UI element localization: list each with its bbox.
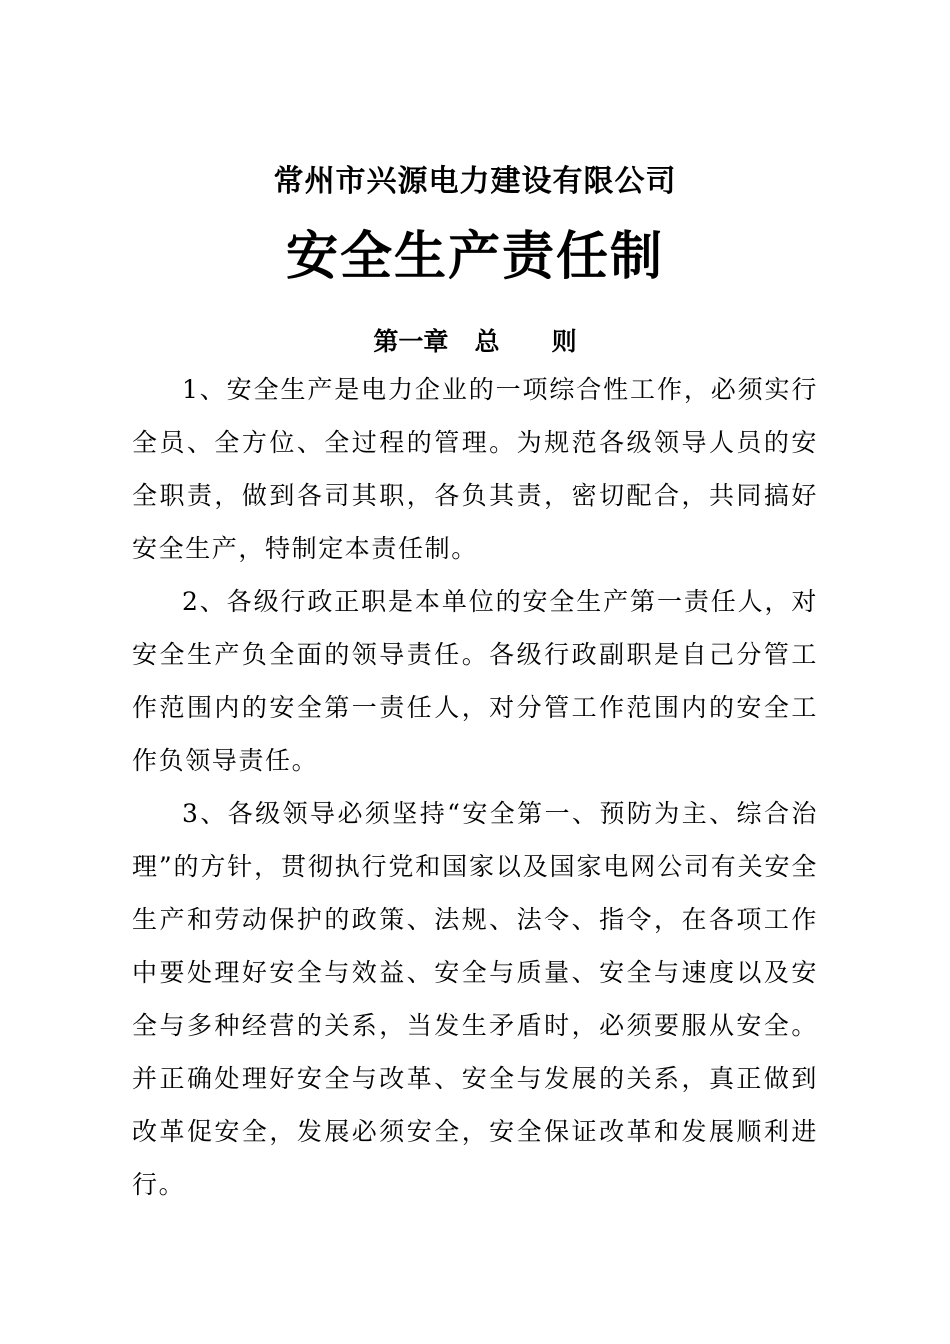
paragraph-1: 1、安全生产是电力企业的一项综合性工作，必须实行全员、全方位、全过程的管理。为规范各级领导人员的安全职责，做到各司其职，各负其责，密切配合，共同搞好安全生产，特制定本责任制。: [132, 375, 818, 563]
document-body: [132, 363, 818, 1211]
document-title: 安全生产责任制: [285, 227, 664, 287]
company-name: 常州市兴源电力建设有限公司: [273, 164, 677, 199]
paragraph-2: 2、各级行政正职是本单位的安全生产第一责任人，对安全生产负全面的领导责任。各级行政副职是自己分管工作范围内的安全第一责任人，对分管工作范围内的安全工作负领导责任。: [132, 587, 818, 775]
chapter-heading: 第一章 总 则: [373, 327, 577, 356]
paragraph-3: 3、各级领导必须坚持“安全第一、预防为主、综合治理”的方针，贯彻执行党和国家以及国家电网公司有关安全生产和劳动保护的政策、法规、法令、指令，在各项工作中要处理好安全与效益、安全与质量、安全与速度以及安全与多种经营的关系，当发生矛盾时，必须要服从安全。并正确处理好安全与改革、安全与发展的关系，真正做到改革促安全，发展必须安全，安全保证改革和发展顺利进行。: [132, 799, 818, 1199]
